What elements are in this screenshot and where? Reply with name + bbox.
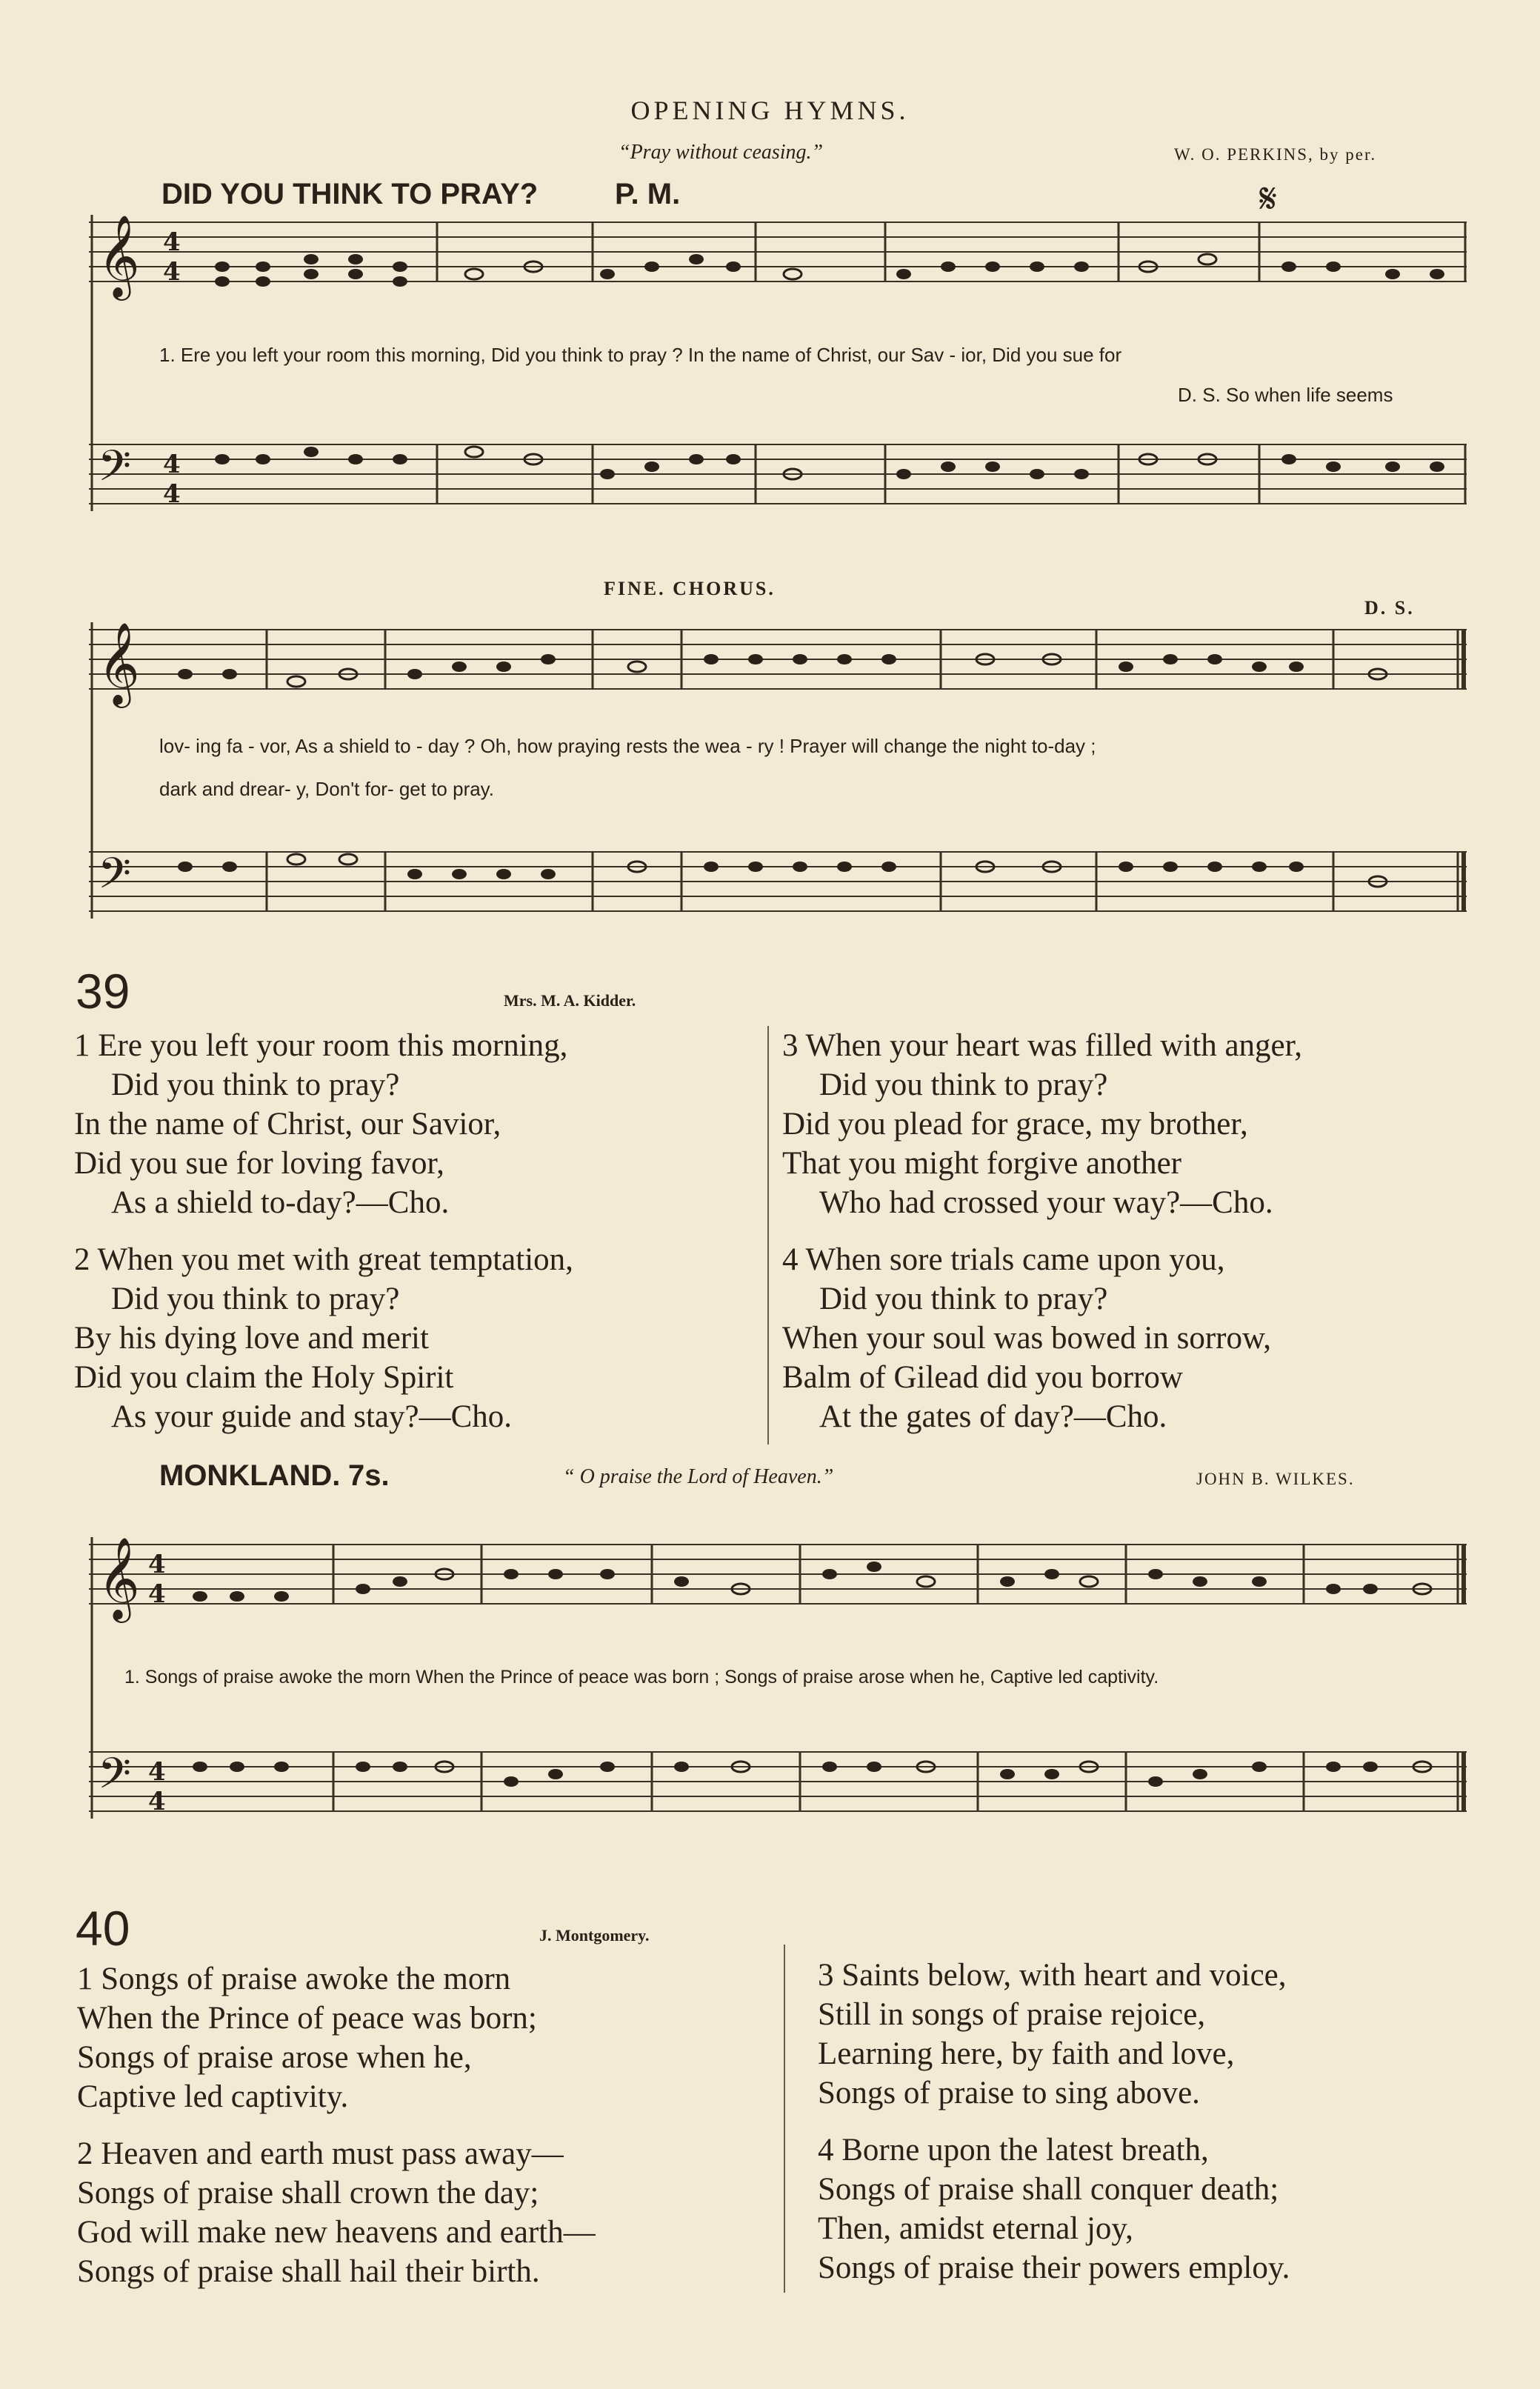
verse-line: God will make new heavens and earth— [77, 2215, 596, 2250]
bass-clef-icon: 𝄢 [98, 1748, 132, 1809]
verse-line: Balm of Gilead did you borrow [782, 1360, 1183, 1395]
verse-line: Songs of praise to sing above. [818, 2076, 1200, 2110]
svg-text:4: 4 [163, 257, 181, 287]
verse-line: By his dying love and merit [74, 1321, 429, 1356]
verse-line: Songs of praise shall conquer death; [818, 2172, 1279, 2207]
verse-line: Did you think to pray? [111, 1067, 400, 1102]
hymn39-title: DID YOU THINK TO PRAY? [161, 178, 539, 210]
svg-text:4: 4 [148, 1757, 166, 1787]
hymn40-lyrics: 1. Songs of praise awoke the morn When the Prince of peace was born ; Songs of praise arose when he, Captive led captivity. [124, 1667, 1159, 1687]
treble-clef-icon: 𝄞 [98, 214, 140, 297]
verse-line: Then, amidst eternal joy, [818, 2211, 1133, 2246]
verse-line: As a shield to-day?—Cho. [111, 1185, 450, 1220]
hymn39-meter: P. M. [615, 178, 681, 210]
hymn40-title: MONKLAND. [159, 1459, 341, 1492]
hymn40-epigraph: “ O praise the Lord of Heaven.” [563, 1465, 834, 1488]
hymn40-composer: JOHN B. WILKES. [1196, 1470, 1355, 1488]
hymn40-author: J. Montgomery. [539, 1926, 650, 1945]
verse-line: Still in songs of praise rejoice, [818, 1997, 1206, 2032]
segno-icon: 𝄋 [1259, 175, 1278, 223]
svg-text:4: 4 [163, 450, 181, 479]
hymn39-lyrics-ds: D. S. So when life seems [1178, 384, 1393, 406]
verse-line: Did you think to pray? [111, 1282, 400, 1316]
hymn40-meter: 7s. [348, 1459, 390, 1492]
verse-line: Did you sue for loving favor, [74, 1146, 444, 1181]
bass-notes [193, 1762, 1431, 1787]
hymn39-lyrics-line2b: dark and drear- y, Don't for- get to pray. [159, 778, 494, 800]
verse-line: Songs of praise shall crown the day; [77, 2176, 539, 2210]
fine-chorus-mark: FINE. CHORUS. [604, 578, 776, 599]
hymn39-verse-1 [74, 1026, 573, 1436]
verse-line: 2 Heaven and earth must pass away— [77, 2136, 564, 2171]
verse-line: 1 Ere you left your room this morning, [74, 1028, 568, 1063]
hymn39-verse-3 [782, 1026, 1302, 1436]
column-divider [767, 1026, 769, 1445]
hymn40-verses-right [818, 1956, 1290, 2288]
verse-line: Did you claim the Holy Spirit [74, 1360, 454, 1395]
ds-mark: D. S. [1364, 597, 1415, 619]
hymn40-verses-left [77, 1959, 596, 2291]
svg-text:4: 4 [148, 1579, 166, 1609]
hymn39-epigraph: “Pray without ceasing.” [619, 141, 824, 164]
verse-line: 4 When sore trials came upon you, [782, 1242, 1225, 1277]
verse-line: Did you plead for grace, my brother, [782, 1107, 1248, 1142]
verse-line: Did you think to pray? [819, 1282, 1108, 1316]
verse-line: 3 Saints below, with heart and voice, [818, 1958, 1287, 1993]
verse-line: Who had crossed your way?—Cho. [819, 1185, 1273, 1220]
hymn39-lyrics-line2a: lov- ing fa - vor, As a shield to - day ? Oh, how praying rests the wea - ry ! Prayer will change the night to-day ; [159, 735, 1096, 757]
verse-line: 3 When your heart was filled with anger, [782, 1028, 1302, 1063]
verse-line: At the gates of day?—Cho. [819, 1399, 1167, 1434]
verse-line: When your soul was bowed in sorrow, [782, 1321, 1272, 1356]
hymn39-author: Mrs. M. A. Kidder. [504, 991, 636, 1010]
verse-line: In the name of Christ, our Savior, [74, 1107, 501, 1142]
page-header: OPENING HYMNS. [630, 96, 910, 125]
hymn39-number: 39 [76, 964, 130, 1019]
column-divider [784, 1945, 785, 2293]
treble-clef-icon: 𝄞 [98, 622, 140, 704]
time-signature [163, 227, 181, 509]
verse-line: Songs of praise their powers employ. [818, 2250, 1290, 2285]
verse-line: 1 Songs of praise awoke the morn [77, 1962, 511, 1996]
verse-line: As your guide and stay?—Cho. [111, 1399, 513, 1434]
verse-line: When the Prince of peace was born; [77, 2001, 537, 2036]
verse-line: 2 When you met with great temptation, [74, 1242, 573, 1277]
svg-text:4: 4 [148, 1787, 166, 1816]
hymn39-composer: W. O. PERKINS, by per. [1174, 145, 1377, 164]
verse-line: Did you think to pray? [819, 1067, 1108, 1102]
svg-text:4: 4 [148, 1550, 166, 1579]
bass-clef-icon: 𝄢 [98, 848, 132, 909]
treble-clef-icon: 𝄞 [98, 1536, 140, 1619]
verse-line: Songs of praise shall hail their birth. [77, 2254, 540, 2289]
hymn40-number: 40 [76, 1901, 130, 1956]
treble-notes [193, 1562, 1431, 1602]
verse-line: Learning here, by faith and love, [818, 2036, 1235, 2071]
verse-line: 4 Borne upon the latest breath, [818, 2133, 1209, 2168]
verse-line: Songs of praise arose when he, [77, 2040, 472, 2075]
svg-text:4: 4 [163, 227, 181, 257]
bass-clef-icon: 𝄢 [98, 441, 132, 502]
verse-line: Captive led captivity. [77, 2079, 349, 2114]
verse-line: That you might forgive another [782, 1146, 1181, 1181]
svg-text:4: 4 [163, 479, 181, 509]
hymn39-lyrics-line1: 1. Ere you left your room this morning, Did you think to pray ? In the name of Christ, our Sav - ior, Did you sue for [159, 344, 1122, 366]
